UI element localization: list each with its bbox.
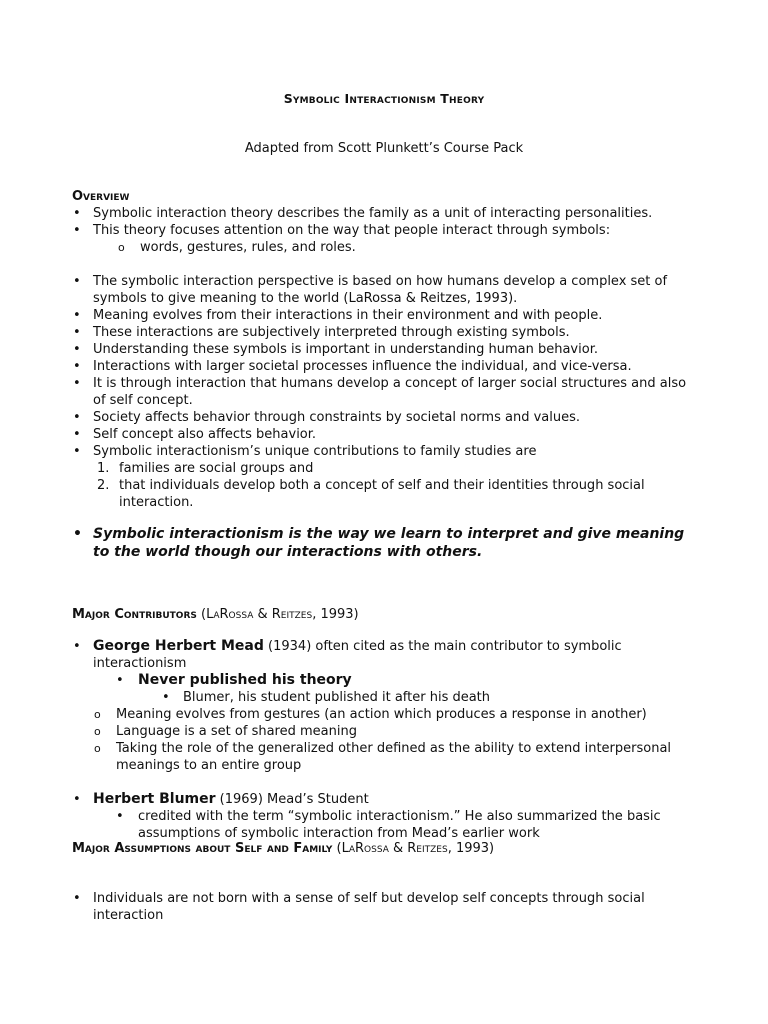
list-item: • Blumer, his student published it after his death [161,689,692,706]
list-item: • Symbolic interaction theory describes the family as a unit of interacting personalities. [72,205,692,222]
overview-list-a [72,205,692,239]
assumptions-list [72,890,692,924]
never-published: Never published his theory [138,672,352,688]
emphasis-statement: • Symbolic interactionism is the way we learn to interpret and give meaning to the world though our interactions with others. [72,525,692,561]
mead-text: (1934) often cited as the main contributor to symbolic interactionism [93,639,622,671]
assumptions-section [72,840,692,924]
list-item: o Meaning evolves from gestures (an action which produces a response in another) [94,706,692,723]
assumptions-heading-line [72,840,692,857]
blumer-sublist [93,808,692,842]
page-subtitle: Adapted from Scott Plunkett’s Course Pack [244,141,524,156]
overview-list-b [72,273,692,460]
blumer-text: (1969) Mead’s Student [215,792,369,807]
mead-o-list [72,706,692,774]
contributors-citation: (LaRossa & Reitzes, 1993) [201,607,359,622]
overview-sublist [72,239,692,256]
contributors-heading-line [72,606,692,623]
overview-heading: Overview [72,189,130,204]
numbered-item: 1. families are social groups and [97,460,692,477]
list-item: • The symbolic interaction perspective is based on how humans develop a complex set of symbols to give meaning to the world (LaRossa & Reitzes, 1993). [72,273,692,307]
page-title: Symbolic Interactionism Theory [283,91,485,106]
blumer-note-list [138,689,692,706]
contributors-section [72,606,692,842]
contributions-numbered-list [72,460,692,511]
list-item: • It is through interaction that humans develop a concept of larger social structures and also of self concept. [72,375,692,409]
assumptions-citation: (LaRossa & Reitzes, 1993) [336,841,495,856]
blumer-item [72,791,692,842]
blumer-name: Herbert Blumer [93,791,216,807]
list-item [115,672,692,706]
mead-name: George Herbert Mead [93,638,264,654]
contributors-list [72,638,692,774]
list-item: • Meaning evolves from their interactions in their environment and with people. [72,307,692,324]
list-item: • This theory focuses attention on the way that people interact through symbols: [72,222,692,239]
list-item: • Individuals are not born with a sense of self but develop self concepts through social interaction [72,890,692,924]
numbered-item: 2. that individuals develop both a concept of self and their identities through social interaction. [97,477,692,511]
blumer-list [72,791,692,842]
contributors-heading: Major Contributors [72,607,197,622]
list-item: • Interactions with larger societal processes influence the individual, and vice-versa. [72,358,692,375]
assumptions-heading: Major Assumptions about Self and Family [72,841,333,856]
list-item: • These interactions are subjectively interpreted through existing symbols. [72,324,692,341]
list-item: • Society affects behavior through constraints by societal norms and values. [72,409,692,426]
list-item: o Taking the role of the generalized other defined as the ability to extend interpersonal meanings to an entire group [94,740,692,774]
list-item: • credited with the term “symbolic interactionism.” He also summarized the basic assumptions of symbolic interaction from Mead’s earlier work [115,808,692,842]
list-item: • Self concept also affects behavior. [72,426,692,443]
list-item: • Symbolic interactionism’s unique contributions to family studies are [72,443,692,460]
list-item: • Understanding these symbols is important in understanding human behavior. [72,341,692,358]
list-item: o Language is a set of shared meaning [94,723,692,740]
list-item: o words, gestures, rules, and roles. [118,239,692,256]
overview-section [72,188,692,561]
mead-sublist [93,672,692,706]
mead-item [72,638,692,774]
emphasis-list [72,525,692,561]
